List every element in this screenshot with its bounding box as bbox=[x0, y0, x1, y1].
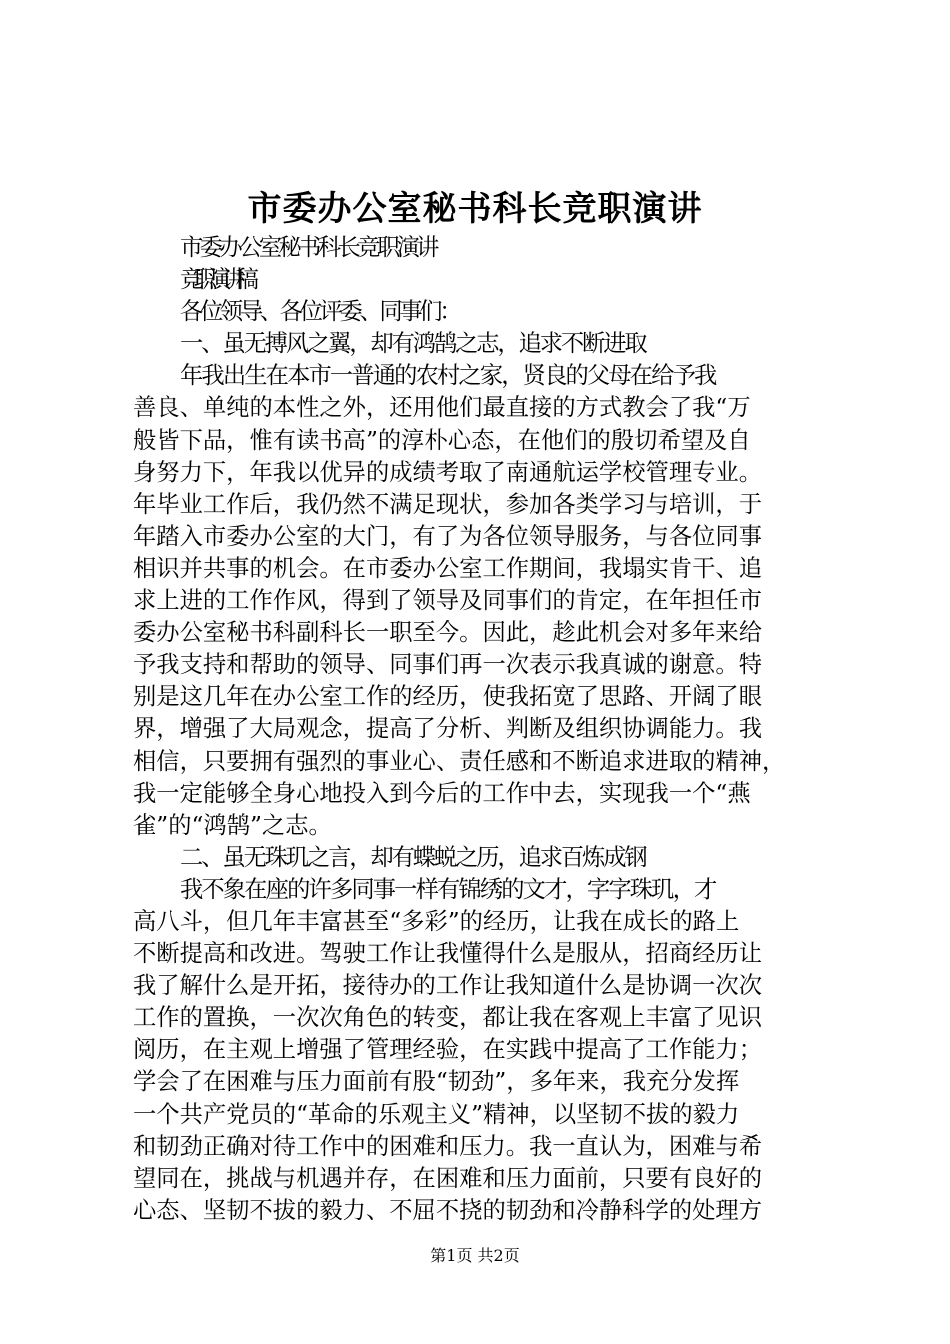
text-line: 阅历，在主观上增强了管理经验，在实践中提高了工作能力； bbox=[133, 1036, 763, 1064]
text-line: 我一定能够全身心地投入到今后的工作中去，实现我一个“燕 bbox=[133, 779, 751, 807]
document-title: 市委办公室秘书科长竞职演讲 bbox=[247, 189, 703, 229]
text-line: 求上进的工作作风，得到了领导及同事们的肯定，在年担任市 bbox=[133, 587, 763, 615]
text-line: 界，增强了大局观念，提高了分析、判断及组织协调能力。我 bbox=[133, 715, 763, 743]
text-line: 相识并共事的机会。在市委办公室工作期间，我塌实肯干、追 bbox=[133, 554, 763, 582]
text-line: 高八斗，但几年丰富甚至“多彩”的经历，让我在成长的路上 bbox=[133, 907, 740, 935]
text-line: 雀”的“鸿鹄”之志。 bbox=[133, 811, 332, 839]
text-line: 学会了在困难与压力面前有股“韧劲”，多年来，我充分发挥 bbox=[133, 1068, 740, 1096]
text-line: 一个共产党员的“革命的乐观主义”精神，以坚韧不拔的毅力 bbox=[133, 1100, 740, 1128]
text-line: 望同在，挑战与机遇并存，在困难和压力面前，只要有良好的 bbox=[133, 1164, 763, 1192]
text-line: 般皆下品，惟有读书高”的淳朴心态，在他们的殷切希望及自 bbox=[133, 426, 751, 454]
text-line: 别是这几年在办公室工作的经历，使我拓宽了思路、开阔了眼 bbox=[133, 683, 763, 711]
text-line: 和韧劲正确对待工作中的困难和压力。我一直认为，困难与希 bbox=[133, 1132, 763, 1160]
text-line: 市委办公室秘书科长竞职演讲 bbox=[180, 234, 436, 261]
text-line: 予我支持和帮助的领导、同事们再一次表示我真诚的谢意。特 bbox=[133, 651, 763, 679]
text-line: 相信，只要拥有强烈的事业心、责任感和不断追求进取的精神， bbox=[133, 747, 786, 775]
text-line: 年踏入市委办公室的大门，有了为各位领导服务，与各位同事 bbox=[133, 522, 763, 550]
text-line: 工作的置换，一次次角色的转变，都让我在客观上丰富了见识 bbox=[133, 1004, 763, 1032]
text-line: 我了解什么是开拓，接待办的工作让我知道什么是协调一次次 bbox=[133, 972, 763, 1000]
text-line: 我不象在座的许多同事一样有锦绣的文才，字字珠玑，才 bbox=[180, 875, 716, 903]
page-footer: 第1页 共2页 bbox=[430, 1246, 520, 1265]
text-line: 竞职演讲稿 bbox=[180, 266, 250, 294]
text-line: 二、虽无珠玑之言，却有蝶蜕之历，追求百炼成钢 bbox=[180, 843, 646, 871]
text-line: 委办公室秘书科副科长一职至今。因此，趁此机会对多年来给 bbox=[133, 619, 763, 647]
text-line: 不断提高和改进。驾驶工作让我懂得什么是服从，招商经历让 bbox=[133, 940, 763, 968]
text-line: 年我出生在本市一普通的农村之家，贤良的父母在给予我 bbox=[180, 362, 716, 390]
text-line: 年毕业工作后，我仍然不满足现状，参加各类学习与培训，于 bbox=[133, 490, 763, 518]
text-line: 身努力下，年我以优异的成绩考取了南通航运学校管理专业。 bbox=[133, 458, 763, 486]
text-line: 善良、单纯的本性之外，还用他们最直接的方式教会了我“万 bbox=[133, 394, 751, 422]
text-line: 各位领导、各位评委、同事们： bbox=[180, 298, 460, 326]
document-body bbox=[133, 232, 833, 1227]
text-line: 一、虽无搏风之翼，却有鸿鹄之志，追求不断进取 bbox=[180, 330, 646, 358]
text-line: 心态、坚韧不拔的毅力、不屈不挠的韧劲和冷静科学的处理方 bbox=[133, 1196, 763, 1224]
